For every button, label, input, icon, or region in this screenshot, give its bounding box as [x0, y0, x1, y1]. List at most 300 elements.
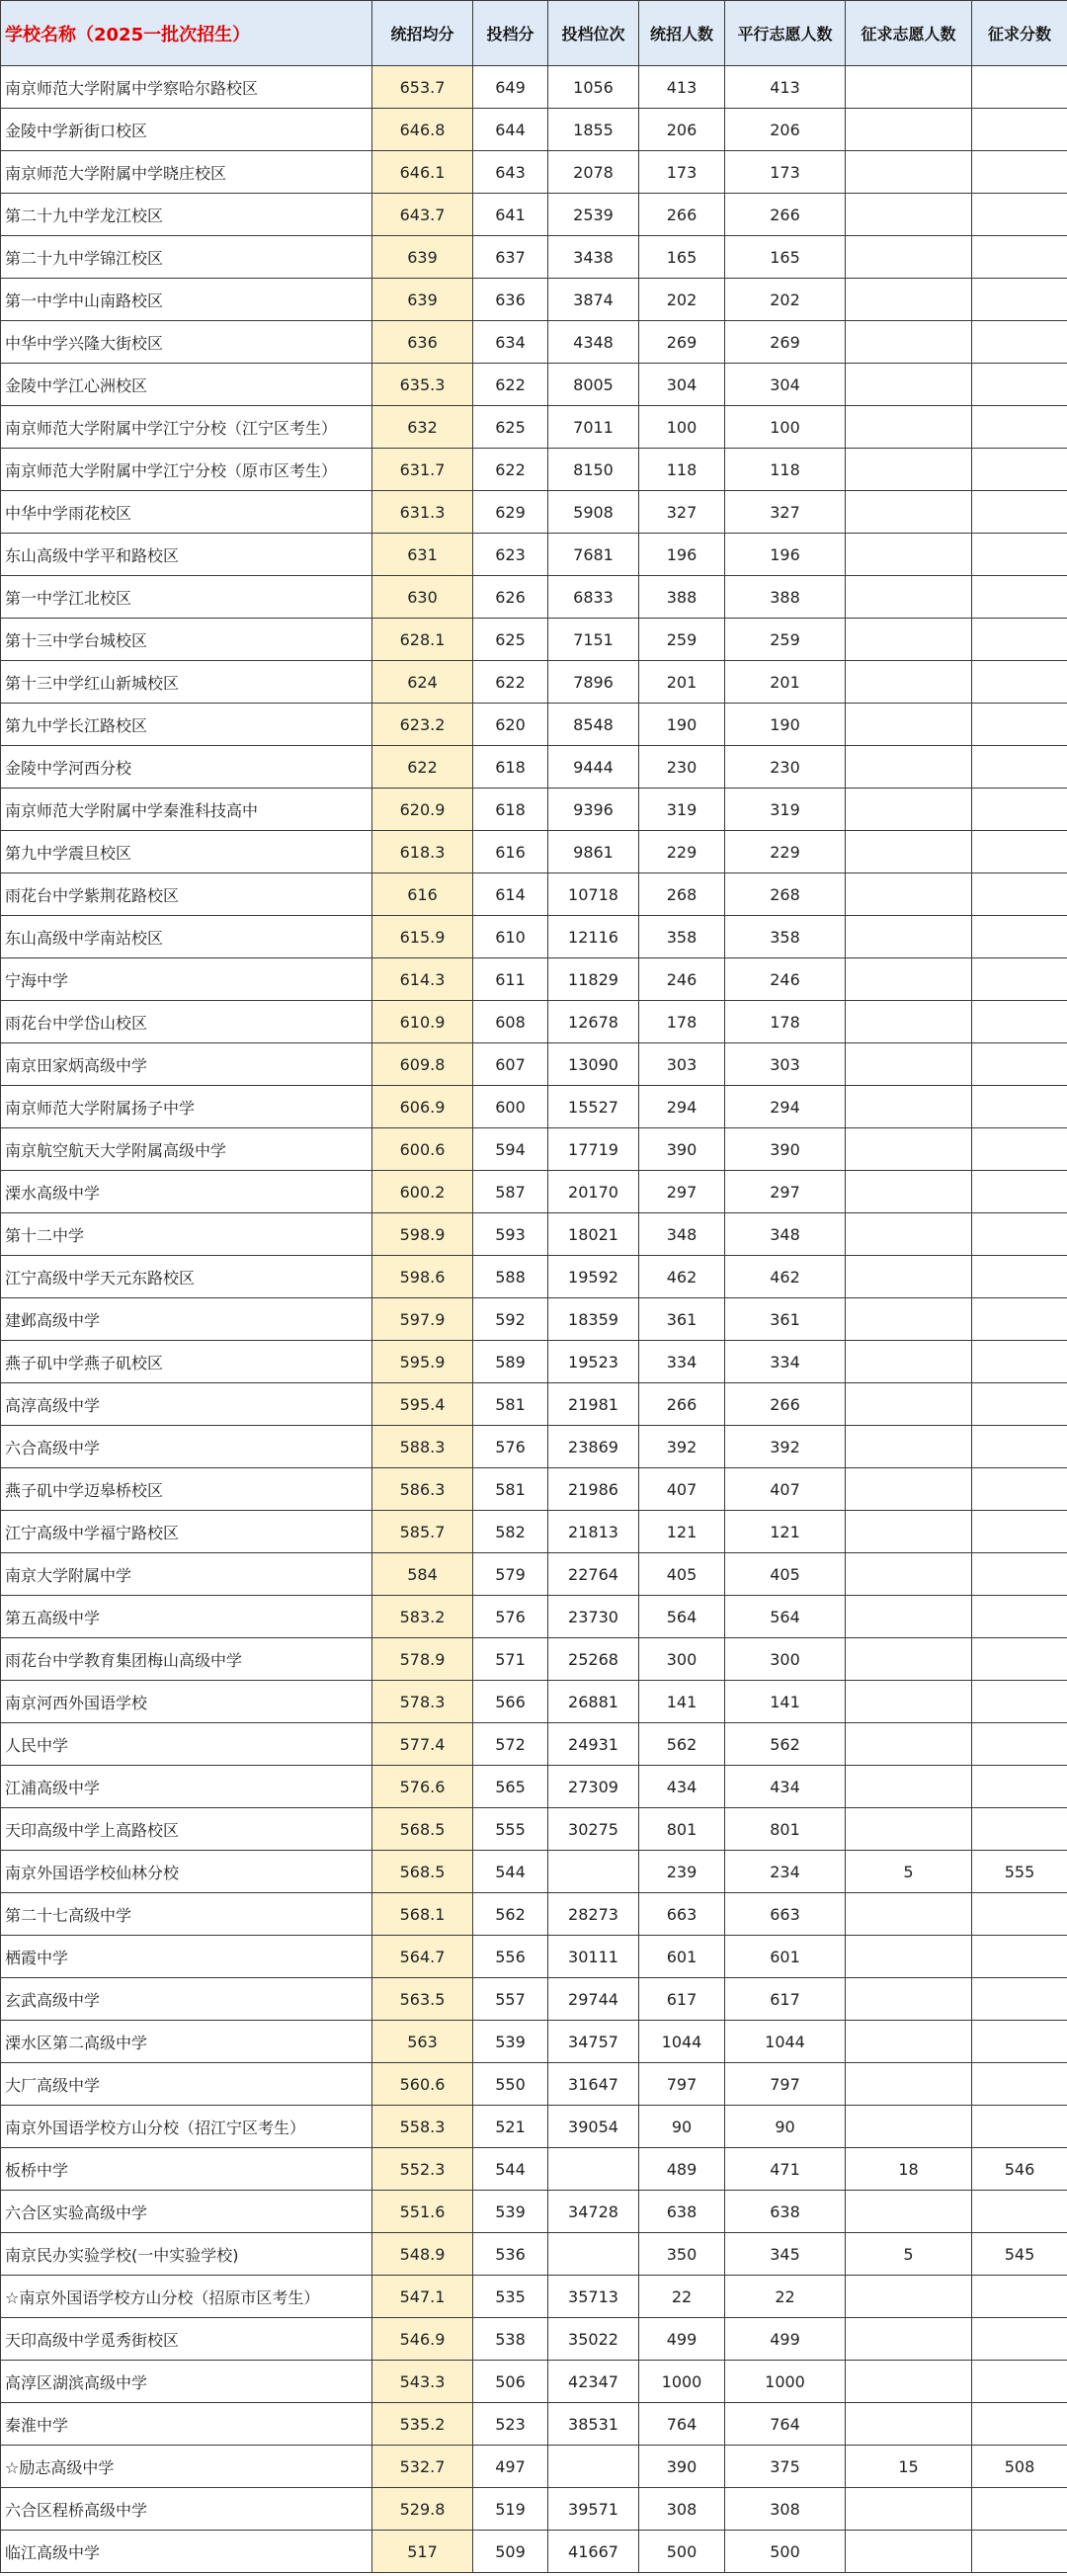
cell-avg-score: 577.4 [372, 1723, 473, 1766]
cell-cutoff-score: 636 [473, 279, 548, 321]
cell-enroll-count: 190 [639, 704, 725, 746]
cell-avg-score: 639 [372, 279, 473, 321]
cell-parallel-count: 327 [725, 491, 846, 534]
cell-cutoff-score: 539 [473, 2021, 548, 2063]
cell-solicit-count [846, 873, 972, 916]
cell-solicit-count [846, 66, 972, 109]
cell-solicit-score [972, 1001, 1067, 1043]
cell-cutoff-rank: 19592 [548, 1256, 639, 1298]
cell-parallel-count: 319 [725, 789, 846, 831]
table-row [1, 194, 1067, 236]
cell-enroll-count: 489 [639, 2148, 725, 2191]
cell-solicit-count [846, 1298, 972, 1341]
cell-enroll-count: 201 [639, 661, 725, 704]
cell-solicit-score [972, 619, 1067, 661]
table-row [1, 1256, 1067, 1298]
cell-parallel-count: 499 [725, 2318, 846, 2361]
cell-solicit-score [972, 2276, 1067, 2318]
table-row [1, 1978, 1067, 2021]
cell-parallel-count: 297 [725, 1171, 846, 1213]
cell-solicit-count: 18 [846, 2148, 972, 2191]
table-row [1, 1128, 1067, 1171]
table-row [1, 1383, 1067, 1426]
cell-avg-score: 568.5 [372, 1808, 473, 1851]
cell-cutoff-score: 556 [473, 1936, 548, 1978]
cell-solicit-score [972, 109, 1067, 151]
cell-cutoff-rank: 21981 [548, 1383, 639, 1426]
cell-school-name: 东山高级中学南站校区 [1, 916, 372, 958]
cell-cutoff-rank: 34728 [548, 2191, 639, 2233]
cell-cutoff-score: 523 [473, 2403, 548, 2446]
cell-cutoff-rank: 42347 [548, 2361, 639, 2403]
cell-avg-score: 646.8 [372, 109, 473, 151]
cell-avg-score: 630 [372, 576, 473, 619]
cell-enroll-count: 327 [639, 491, 725, 534]
cell-enroll-count: 239 [639, 1851, 725, 1893]
cell-parallel-count: 345 [725, 2233, 846, 2276]
table-row [1, 831, 1067, 873]
cell-solicit-score [972, 1426, 1067, 1468]
cell-enroll-count: 308 [639, 2488, 725, 2531]
cell-cutoff-score: 616 [473, 831, 548, 873]
cell-parallel-count: 121 [725, 1511, 846, 1553]
cell-cutoff-rank: 2539 [548, 194, 639, 236]
cell-enroll-count: 413 [639, 66, 725, 109]
cell-cutoff-score: 622 [473, 449, 548, 491]
cell-cutoff-score: 536 [473, 2233, 548, 2276]
cell-solicit-count [846, 1978, 972, 2021]
cell-cutoff-rank: 26881 [548, 1681, 639, 1723]
table-row [1, 2318, 1067, 2361]
table-row [1, 2276, 1067, 2318]
cell-solicit-score [972, 1978, 1067, 2021]
cell-enroll-count: 229 [639, 831, 725, 873]
cell-cutoff-rank: 29744 [548, 1978, 639, 2021]
cell-solicit-count [846, 2361, 972, 2403]
cell-school-name: 第五高级中学 [1, 1596, 372, 1638]
table-row [1, 321, 1067, 364]
cell-enroll-count: 334 [639, 1341, 725, 1383]
cell-school-name: 南京师范大学附属中学江宁分校（原市区考生） [1, 449, 372, 491]
table-row [1, 151, 1067, 194]
table-row [1, 364, 1067, 406]
cell-cutoff-score: 562 [473, 1893, 548, 1936]
cell-school-name: 溧水高级中学 [1, 1171, 372, 1213]
cell-avg-score: 631 [372, 534, 473, 576]
table-row [1, 789, 1067, 831]
cell-enroll-count: 638 [639, 2191, 725, 2233]
cell-enroll-count: 268 [639, 873, 725, 916]
cell-school-name: 建邺高级中学 [1, 1298, 372, 1341]
cell-avg-score: 653.7 [372, 66, 473, 109]
cell-cutoff-rank: 38531 [548, 2403, 639, 2446]
cell-solicit-score [972, 1383, 1067, 1426]
cell-solicit-score [972, 1596, 1067, 1638]
cell-parallel-count: 462 [725, 1256, 846, 1298]
cell-solicit-count [846, 2403, 972, 2446]
cell-avg-score: 532.7 [372, 2446, 473, 2488]
cell-solicit-score [972, 66, 1067, 109]
cell-school-name: 宁海中学 [1, 958, 372, 1001]
table-row [1, 1468, 1067, 1511]
cell-avg-score: 614.3 [372, 958, 473, 1001]
cell-cutoff-score: 581 [473, 1468, 548, 1511]
table-row [1, 576, 1067, 619]
cell-solicit-score [972, 1681, 1067, 1723]
cell-enroll-count: 392 [639, 1426, 725, 1468]
cell-solicit-score [972, 2488, 1067, 2531]
cell-school-name: 雨花台中学岱山校区 [1, 1001, 372, 1043]
table-row [1, 1851, 1067, 1893]
cell-parallel-count: 308 [725, 2488, 846, 2531]
table-row [1, 1426, 1067, 1468]
cell-solicit-count [846, 534, 972, 576]
cell-parallel-count: 303 [725, 1043, 846, 1086]
cell-solicit-count [846, 1468, 972, 1511]
cell-cutoff-rank: 10718 [548, 873, 639, 916]
table-row [1, 2403, 1067, 2446]
table-row [1, 2488, 1067, 2531]
cell-solicit-score [972, 789, 1067, 831]
cell-cutoff-rank: 2078 [548, 151, 639, 194]
cell-enroll-count: 266 [639, 194, 725, 236]
cell-cutoff-rank: 19523 [548, 1341, 639, 1383]
table-row [1, 1638, 1067, 1681]
cell-cutoff-rank: 22764 [548, 1553, 639, 1596]
cell-solicit-count [846, 1936, 972, 1978]
cell-solicit-score [972, 661, 1067, 704]
cell-solicit-count [846, 1553, 972, 1596]
cell-solicit-count [846, 406, 972, 449]
cell-enroll-count: 196 [639, 534, 725, 576]
cell-school-name: 第二十九中学锦江校区 [1, 236, 372, 279]
header-parallel-count: 平行志愿人数 [725, 1, 846, 66]
cell-solicit-score [972, 1086, 1067, 1128]
table-row [1, 1596, 1067, 1638]
cell-solicit-score [972, 449, 1067, 491]
table-row [1, 406, 1067, 449]
cell-solicit-count [846, 789, 972, 831]
cell-cutoff-score: 588 [473, 1256, 548, 1298]
cell-enroll-count: 297 [639, 1171, 725, 1213]
cell-solicit-score [972, 1341, 1067, 1383]
cell-school-name: 溧水区第二高级中学 [1, 2021, 372, 2063]
cell-school-name: 高淳高级中学 [1, 1383, 372, 1426]
cell-enroll-count: 118 [639, 449, 725, 491]
cell-solicit-count [846, 1426, 972, 1468]
cell-cutoff-rank: 34757 [548, 2021, 639, 2063]
cell-parallel-count: 190 [725, 704, 846, 746]
table-row [1, 2446, 1067, 2488]
cell-school-name: 燕子矶中学迈皋桥校区 [1, 1468, 372, 1511]
cell-solicit-score [972, 1298, 1067, 1341]
table-row [1, 1043, 1067, 1086]
cell-school-name: 南京师范大学附属中学察哈尔路校区 [1, 66, 372, 109]
cell-school-name: 中华中学兴隆大街校区 [1, 321, 372, 364]
cell-avg-score: 563.5 [372, 1978, 473, 2021]
cell-solicit-count [846, 916, 972, 958]
cell-solicit-score [972, 1468, 1067, 1511]
cell-solicit-count [846, 1213, 972, 1256]
cell-cutoff-rank [548, 2233, 639, 2276]
cell-cutoff-score: 550 [473, 2063, 548, 2106]
cell-parallel-count: 196 [725, 534, 846, 576]
cell-cutoff-score: 519 [473, 2488, 548, 2531]
cell-cutoff-score: 637 [473, 236, 548, 279]
cell-parallel-count: 471 [725, 2148, 846, 2191]
cell-enroll-count: 361 [639, 1298, 725, 1341]
cell-parallel-count: 797 [725, 2063, 846, 2106]
cell-cutoff-rank: 21986 [548, 1468, 639, 1511]
cell-enroll-count: 269 [639, 321, 725, 364]
cell-solicit-count [846, 151, 972, 194]
cell-cutoff-score: 618 [473, 789, 548, 831]
table-row [1, 1723, 1067, 1766]
cell-school-name: 高淳区湖滨高级中学 [1, 2361, 372, 2403]
cell-parallel-count: 407 [725, 1468, 846, 1511]
cell-parallel-count: 90 [725, 2106, 846, 2148]
cell-school-name: 第九中学震旦校区 [1, 831, 372, 873]
cell-solicit-count: 15 [846, 2446, 972, 2488]
cell-school-name: 江宁高级中学天元东路校区 [1, 1256, 372, 1298]
cell-solicit-count [846, 1043, 972, 1086]
cell-cutoff-score: 587 [473, 1171, 548, 1213]
cell-enroll-count: 300 [639, 1638, 725, 1681]
cell-cutoff-rank: 4348 [548, 321, 639, 364]
cell-solicit-score [972, 1766, 1067, 1808]
cell-solicit-count [846, 661, 972, 704]
cell-solicit-count [846, 364, 972, 406]
cell-solicit-count [846, 1723, 972, 1766]
cell-parallel-count: 413 [725, 66, 846, 109]
cell-cutoff-score: 576 [473, 1596, 548, 1638]
header-row [1, 1, 1067, 66]
cell-solicit-score: 546 [972, 2148, 1067, 2191]
cell-solicit-count [846, 1383, 972, 1426]
cell-enroll-count: 230 [639, 746, 725, 789]
cell-solicit-score [972, 2318, 1067, 2361]
cell-cutoff-score: 618 [473, 746, 548, 789]
cell-parallel-count: 663 [725, 1893, 846, 1936]
cell-avg-score: 543.3 [372, 2361, 473, 2403]
cell-solicit-count [846, 619, 972, 661]
cell-parallel-count: 202 [725, 279, 846, 321]
cell-cutoff-rank: 12678 [548, 1001, 639, 1043]
cell-solicit-score [972, 2106, 1067, 2148]
cell-enroll-count: 266 [639, 1383, 725, 1426]
cell-solicit-score [972, 1043, 1067, 1086]
cell-cutoff-score: 593 [473, 1213, 548, 1256]
cell-cutoff-score: 571 [473, 1638, 548, 1681]
cell-solicit-count [846, 2488, 972, 2531]
cell-avg-score: 595.9 [372, 1341, 473, 1383]
cell-cutoff-rank: 15527 [548, 1086, 639, 1128]
cell-school-name: 燕子矶中学燕子矶校区 [1, 1341, 372, 1383]
cell-cutoff-rank: 35022 [548, 2318, 639, 2361]
cell-solicit-score [972, 916, 1067, 958]
cell-enroll-count: 1000 [639, 2361, 725, 2403]
cell-solicit-count [846, 2063, 972, 2106]
table-row [1, 1681, 1067, 1723]
cell-parallel-count: 601 [725, 1936, 846, 1978]
cell-solicit-score [972, 1893, 1067, 1936]
cell-solicit-count [846, 109, 972, 151]
cell-cutoff-score: 566 [473, 1681, 548, 1723]
cell-avg-score: 568.1 [372, 1893, 473, 1936]
cell-avg-score: 560.6 [372, 2063, 473, 2106]
cell-avg-score: 632 [372, 406, 473, 449]
table-row [1, 66, 1067, 109]
table-row [1, 916, 1067, 958]
cell-cutoff-rank: 39571 [548, 2488, 639, 2531]
cell-enroll-count: 462 [639, 1256, 725, 1298]
cell-school-name: 南京河西外国语学校 [1, 1681, 372, 1723]
cell-solicit-count [846, 1001, 972, 1043]
cell-enroll-count: 801 [639, 1808, 725, 1851]
cell-school-name: 第十二中学 [1, 1213, 372, 1256]
cell-parallel-count: 1044 [725, 2021, 846, 2063]
cell-school-name: ☆励志高级中学 [1, 2446, 372, 2488]
cell-cutoff-score: 521 [473, 2106, 548, 2148]
cell-school-name: 南京师范大学附属中学江宁分校（江宁区考生） [1, 406, 372, 449]
cell-cutoff-rank: 9396 [548, 789, 639, 831]
cell-solicit-count [846, 1681, 972, 1723]
cell-school-name: 江浦高级中学 [1, 1766, 372, 1808]
cell-school-name: 栖霞中学 [1, 1936, 372, 1978]
cell-solicit-count [846, 236, 972, 279]
table-row [1, 236, 1067, 279]
cell-cutoff-score: 539 [473, 2191, 548, 2233]
cell-school-name: 临江高级中学 [1, 2531, 372, 2573]
cell-solicit-score [972, 576, 1067, 619]
cell-solicit-count [846, 704, 972, 746]
cell-cutoff-score: 576 [473, 1426, 548, 1468]
cell-enroll-count: 797 [639, 2063, 725, 2106]
cell-cutoff-score: 544 [473, 2148, 548, 2191]
cell-solicit-count [846, 1638, 972, 1681]
table-row [1, 1341, 1067, 1383]
cell-solicit-count [846, 2106, 972, 2148]
cell-avg-score: 631.7 [372, 449, 473, 491]
cell-parallel-count: 801 [725, 1808, 846, 1851]
cell-school-name: 人民中学 [1, 1723, 372, 1766]
cell-parallel-count: 617 [725, 1978, 846, 2021]
cell-solicit-count [846, 1511, 972, 1553]
cell-avg-score: 578.3 [372, 1681, 473, 1723]
cell-parallel-count: 266 [725, 194, 846, 236]
cell-school-name: ☆南京外国语学校方山分校（招原市区考生） [1, 2276, 372, 2318]
cell-parallel-count: 1000 [725, 2361, 846, 2403]
cell-avg-score: 547.1 [372, 2276, 473, 2318]
cell-cutoff-score: 644 [473, 109, 548, 151]
cell-cutoff-score: 610 [473, 916, 548, 958]
cell-school-name: 南京外国语学校仙林分校 [1, 1851, 372, 1893]
cell-avg-score: 610.9 [372, 1001, 473, 1043]
cell-solicit-score [972, 406, 1067, 449]
cell-parallel-count: 564 [725, 1596, 846, 1638]
cell-cutoff-rank: 7151 [548, 619, 639, 661]
cell-solicit-score [972, 958, 1067, 1001]
cell-cutoff-score: 572 [473, 1723, 548, 1766]
cell-school-name: 第一中学江北校区 [1, 576, 372, 619]
table-row [1, 1808, 1067, 1851]
cell-school-name: 秦淮中学 [1, 2403, 372, 2446]
header-avg-score: 统招均分 [372, 1, 473, 66]
cell-school-name: 南京师范大学附属中学晓庄校区 [1, 151, 372, 194]
table-row [1, 958, 1067, 1001]
cell-enroll-count: 562 [639, 1723, 725, 1766]
cell-school-name: 第一中学中山南路校区 [1, 279, 372, 321]
cell-enroll-count: 434 [639, 1766, 725, 1808]
cell-solicit-count [846, 2318, 972, 2361]
cell-avg-score: 568.5 [372, 1851, 473, 1893]
cell-cutoff-rank: 18359 [548, 1298, 639, 1341]
cell-solicit-count [846, 958, 972, 1001]
cell-cutoff-rank: 7011 [548, 406, 639, 449]
cell-enroll-count: 348 [639, 1213, 725, 1256]
cell-avg-score: 600.2 [372, 1171, 473, 1213]
cell-enroll-count: 1044 [639, 2021, 725, 2063]
cell-solicit-score [972, 2403, 1067, 2446]
header-solicit-count: 征求志愿人数 [846, 1, 972, 66]
cell-solicit-count [846, 2276, 972, 2318]
cell-cutoff-score: 582 [473, 1511, 548, 1553]
table-row [1, 704, 1067, 746]
cell-school-name: 金陵中学河西分校 [1, 746, 372, 789]
cell-avg-score: 586.3 [372, 1468, 473, 1511]
cell-avg-score: 597.9 [372, 1298, 473, 1341]
cell-cutoff-rank: 8005 [548, 364, 639, 406]
cell-enroll-count: 500 [639, 2531, 725, 2573]
cell-solicit-count: 5 [846, 2233, 972, 2276]
cell-avg-score: 622 [372, 746, 473, 789]
cell-solicit-score [972, 364, 1067, 406]
cell-enroll-count: 22 [639, 2276, 725, 2318]
cell-enroll-count: 405 [639, 1553, 725, 1596]
cell-cutoff-rank: 31647 [548, 2063, 639, 2106]
cell-cutoff-rank [548, 2446, 639, 2488]
cell-parallel-count: 234 [725, 1851, 846, 1893]
cell-parallel-count: 348 [725, 1213, 846, 1256]
cell-parallel-count: 405 [725, 1553, 846, 1596]
cell-enroll-count: 294 [639, 1086, 725, 1128]
cell-parallel-count: 375 [725, 2446, 846, 2488]
cell-cutoff-score: 565 [473, 1766, 548, 1808]
table-row [1, 1893, 1067, 1936]
cell-school-name: 天印高级中学上高路校区 [1, 1808, 372, 1851]
cell-solicit-count [846, 321, 972, 364]
cell-parallel-count: 206 [725, 109, 846, 151]
cell-cutoff-rank: 1056 [548, 66, 639, 109]
cell-cutoff-score: 641 [473, 194, 548, 236]
table-row [1, 1171, 1067, 1213]
cell-cutoff-rank [548, 1851, 639, 1893]
cell-parallel-count: 358 [725, 916, 846, 958]
cell-school-name: 六合区程桥高级中学 [1, 2488, 372, 2531]
cell-enroll-count: 259 [639, 619, 725, 661]
cell-solicit-count [846, 2021, 972, 2063]
cell-cutoff-rank: 3438 [548, 236, 639, 279]
table-row [1, 2191, 1067, 2233]
cell-solicit-score [972, 1213, 1067, 1256]
cell-cutoff-score: 626 [473, 576, 548, 619]
cell-avg-score: 609.8 [372, 1043, 473, 1086]
cell-avg-score: 535.2 [372, 2403, 473, 2446]
cell-school-name: 江宁高级中学福宁路校区 [1, 1511, 372, 1553]
cell-solicit-score [972, 2021, 1067, 2063]
cell-parallel-count: 230 [725, 746, 846, 789]
cell-cutoff-score: 629 [473, 491, 548, 534]
